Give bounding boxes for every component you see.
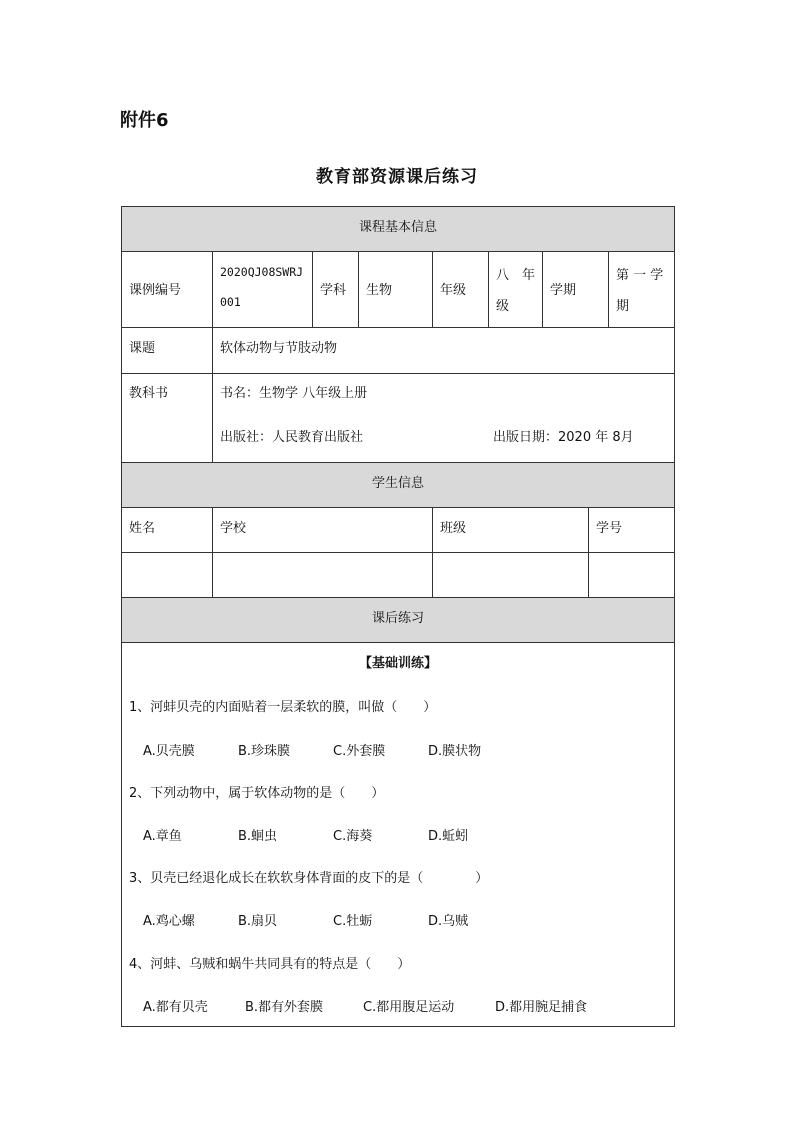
case-no-label: 课例编号 <box>129 283 182 298</box>
topic-value-cell <box>212 328 674 373</box>
textbook-label: 教科书 <box>129 386 169 401</box>
course-info-header-row <box>122 207 674 252</box>
question-2-options <box>143 825 468 844</box>
question-3-options <box>143 910 468 929</box>
term-label-cell <box>542 252 608 327</box>
subject-value-cell <box>358 252 432 327</box>
term-value-line2: 期 <box>616 299 630 314</box>
publish-date: 出版日期：2020 年 8月 <box>493 430 634 445</box>
option-2b[interactable]: B.蛔虫 <box>238 829 278 844</box>
question-4-options <box>143 996 587 1015</box>
term-value-line1: 第 一 学 <box>616 268 664 283</box>
topic-row <box>122 328 674 374</box>
option-1a[interactable]: A.贝壳膜 <box>143 744 195 759</box>
option-4c[interactable]: C.都用腹足运动 <box>363 1000 455 1015</box>
term-label: 学期 <box>550 283 577 298</box>
case-no-value-line2: 001 <box>220 295 241 309</box>
textbook-row <box>122 374 674 463</box>
topic-value: 软体动物与节肢动物 <box>220 341 338 356</box>
question-2: 2、下列动物中，属于软体动物的是（ ） <box>129 786 385 801</box>
option-1d[interactable]: D.膜状物 <box>428 744 482 759</box>
grade-label: 年级 <box>440 283 467 298</box>
attachment-label: 附件6 <box>120 110 169 131</box>
grade-value-line2: 级 <box>496 299 510 314</box>
option-2a[interactable]: A.章鱼 <box>143 829 182 844</box>
option-4d[interactable]: D.都用腕足捕食 <box>495 1000 588 1015</box>
topic-label: 课题 <box>129 341 156 356</box>
school-label: 学校 <box>220 521 247 536</box>
class-label-cell <box>432 508 588 552</box>
exercise-body <box>122 643 674 1026</box>
grade-value-cell <box>488 252 542 327</box>
exercise-sheet-table <box>121 206 675 1027</box>
exercise-header-row <box>122 598 674 643</box>
student-info-header-row <box>122 463 674 508</box>
subject-label: 学科 <box>320 283 347 298</box>
option-3a[interactable]: A.鸡心螺 <box>143 914 195 929</box>
id-label-cell <box>588 508 674 552</box>
name-label: 姓名 <box>129 521 156 536</box>
school-label-cell <box>212 508 432 552</box>
textbook-value-cell <box>212 374 674 462</box>
document-title: 教育部资源课后练习 <box>316 167 478 187</box>
option-3d[interactable]: D.乌贼 <box>428 914 469 929</box>
id-label: 学号 <box>596 521 623 536</box>
subject-label-cell <box>312 252 358 327</box>
exercise-header: 课后练习 <box>371 611 424 626</box>
option-3c[interactable]: C.牡蛎 <box>333 914 373 929</box>
option-4a[interactable]: A.都有贝壳 <box>143 1000 208 1015</box>
question-4: 4、河蚌、乌贼和蜗牛共同具有的特点是（ ） <box>129 957 411 972</box>
case-no-value-line1: 2020QJ08SWRJ <box>220 265 304 279</box>
case-no-label-cell <box>122 252 212 327</box>
student-info-header: 学生信息 <box>371 476 424 491</box>
section-title: 【基础训练】 <box>358 656 437 671</box>
topic-label-cell <box>122 328 212 373</box>
student-label-row <box>122 508 674 553</box>
question-1: 1、河蚌贝壳的内面贴着一层柔软的膜，叫做（ ） <box>129 700 437 715</box>
name-field[interactable] <box>122 553 212 597</box>
class-field[interactable] <box>432 553 588 597</box>
option-4b[interactable]: B.都有外套膜 <box>245 1000 324 1015</box>
student-value-row <box>122 553 674 598</box>
question-3: 3、贝壳已经退化成长在软软身体背面的皮下的是（ ） <box>129 871 489 886</box>
textbook-label-cell <box>122 374 212 462</box>
course-info-header: 课程基本信息 <box>358 220 437 235</box>
id-field[interactable] <box>588 553 674 597</box>
book-name: 书名：生物学 八年级上册 <box>220 386 368 401</box>
case-info-row <box>122 252 674 328</box>
option-2c[interactable]: C.海葵 <box>333 829 373 844</box>
publisher: 出版社：人民教育出版社 <box>220 430 364 445</box>
term-value-cell <box>608 252 674 327</box>
case-no-value-cell <box>212 252 312 327</box>
option-3b[interactable]: B.扇贝 <box>238 914 278 929</box>
grade-label-cell <box>432 252 488 327</box>
subject-value: 生物 <box>366 283 393 298</box>
option-1b[interactable]: B.珍珠膜 <box>238 744 291 759</box>
school-field[interactable] <box>212 553 432 597</box>
option-1c[interactable]: C.外套膜 <box>333 744 386 759</box>
class-label: 班级 <box>440 521 467 536</box>
name-label-cell <box>122 508 212 552</box>
grade-value-line1: 八 年 <box>496 268 536 283</box>
question-1-options <box>143 740 481 759</box>
option-2d[interactable]: D.蚯蚓 <box>428 829 469 844</box>
